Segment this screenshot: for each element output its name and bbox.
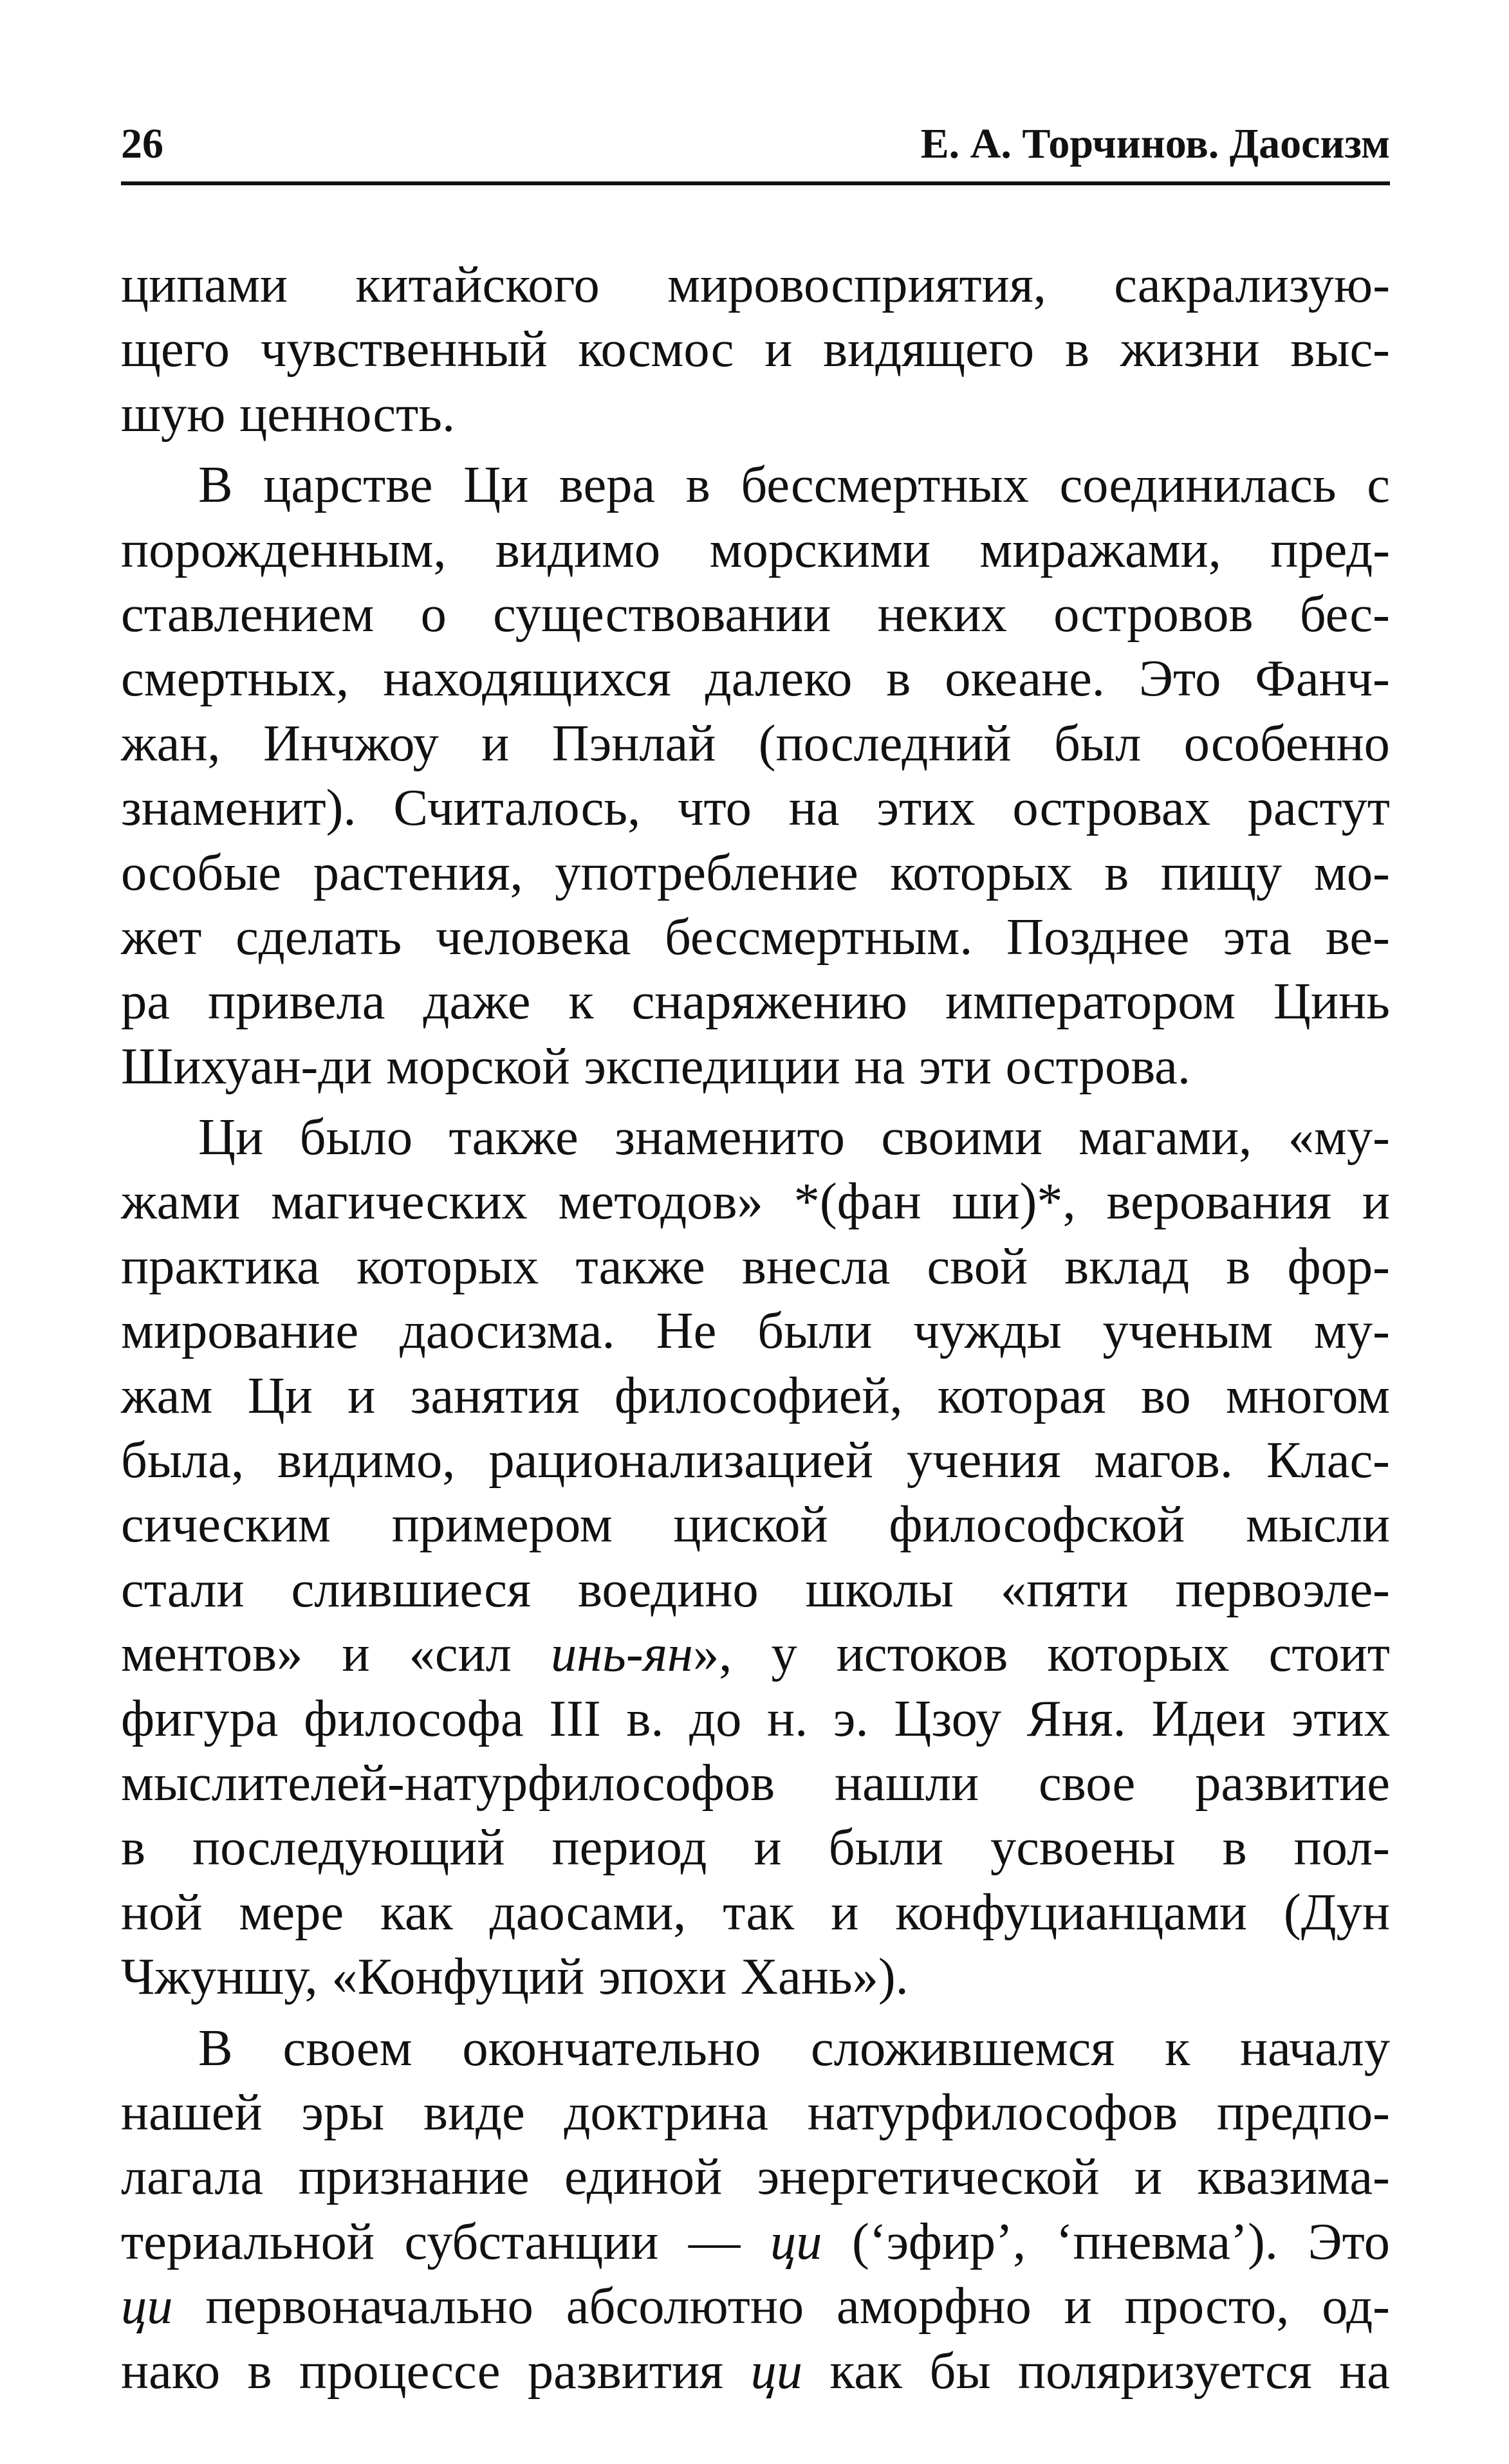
text-line: ра привела даже к снаряжению императором Цинь <box>121 973 1390 1031</box>
text-line: териальной субстанции — ци (‘эфир’, ‘пневма’). Это <box>121 2212 1390 2270</box>
paragraph <box>121 253 1390 446</box>
text-line: щего чувственный космос и видящего в жизни выс- <box>121 320 1390 378</box>
text-line: В царстве Ци вера в бессмертных соединилась с <box>198 456 1390 514</box>
text-line: лагала признание единой энергетической и квазима- <box>121 2148 1390 2206</box>
text-line: ной мере как даосами, так и конфуцианцами (Дун <box>121 1883 1390 1941</box>
text-line: смертных, находящихся далеко в океане. Это Фанч- <box>121 650 1390 708</box>
header-rule <box>121 181 1390 185</box>
paragraph <box>121 453 1390 1099</box>
text-line: ци первоначально абсолютно аморфно и просто, од- <box>121 2277 1390 2335</box>
text-line: фигура философа III в. до н. э. Цзоу Яня. Идеи этих <box>121 1689 1390 1747</box>
text-line: мыслителей-натурфилософов нашли свое развитие <box>121 1754 1390 1812</box>
paragraph <box>121 1105 1390 2009</box>
text-line: В своем окончательно сложившемся к началу <box>198 2019 1390 2077</box>
text-line: ставлением о существовании неких островов бес- <box>121 585 1390 643</box>
page-header <box>121 115 1390 174</box>
running-title: Е. А. Торчинов. Даосизм <box>920 120 1390 167</box>
text-line: Чжуншу, «Конфуций эпохи Хань»). <box>121 1948 909 2006</box>
text-line: Шихуан-ди морской экспедиции на эти острова. <box>121 1037 1191 1095</box>
text-line: практика которых также внесла свой вклад в фор- <box>121 1237 1390 1295</box>
text-line: нашей эры виде доктрина натурфилософов предпо- <box>121 2083 1390 2141</box>
text-line: жет сделать человека бессмертным. Позднее эта ве- <box>121 908 1390 966</box>
text-line: шую ценность. <box>121 385 456 443</box>
text-line: порожденным, видимо морскими миражами, пред- <box>121 520 1390 578</box>
text-line: особые растения, употребление которых в пищу мо- <box>121 843 1390 901</box>
text-line: мирование даосизма. Не были чужды ученым му- <box>121 1302 1390 1360</box>
page-number: 26 <box>121 120 163 167</box>
paragraph <box>121 2016 1390 2404</box>
text-line: знаменит). Считалось, что на этих островах растут <box>121 779 1390 837</box>
text-line: была, видимо, рационализацией учения магов. Клас- <box>121 1431 1390 1489</box>
body-text <box>121 253 1390 2404</box>
text-line: в последующий период и были усвоены в пол- <box>121 1819 1390 1877</box>
text-line: Ци было также знаменито своими магами, «му- <box>198 1108 1390 1166</box>
text-line: жам Ци и занятия философией, которая во многом <box>121 1366 1390 1424</box>
text-line: нако в процессе развития ци как бы поляризуется на <box>121 2342 1390 2400</box>
text-line: ципами китайского мировосприятия, сакрализую- <box>121 256 1390 313</box>
text-line: ментов» и «сил инь-ян», у истоков которых стоит <box>121 1625 1390 1683</box>
text-line: стали слившиеся воедино школы «пяти первоэле- <box>121 1560 1390 1618</box>
text-line: жан, Инчжоу и Пэнлай (последний был особенно <box>121 714 1390 772</box>
text-line: жами магических методов» *(фан ши)*, верования и <box>121 1173 1390 1231</box>
text-line: сическим примером циской философской мысли <box>121 1496 1390 1554</box>
